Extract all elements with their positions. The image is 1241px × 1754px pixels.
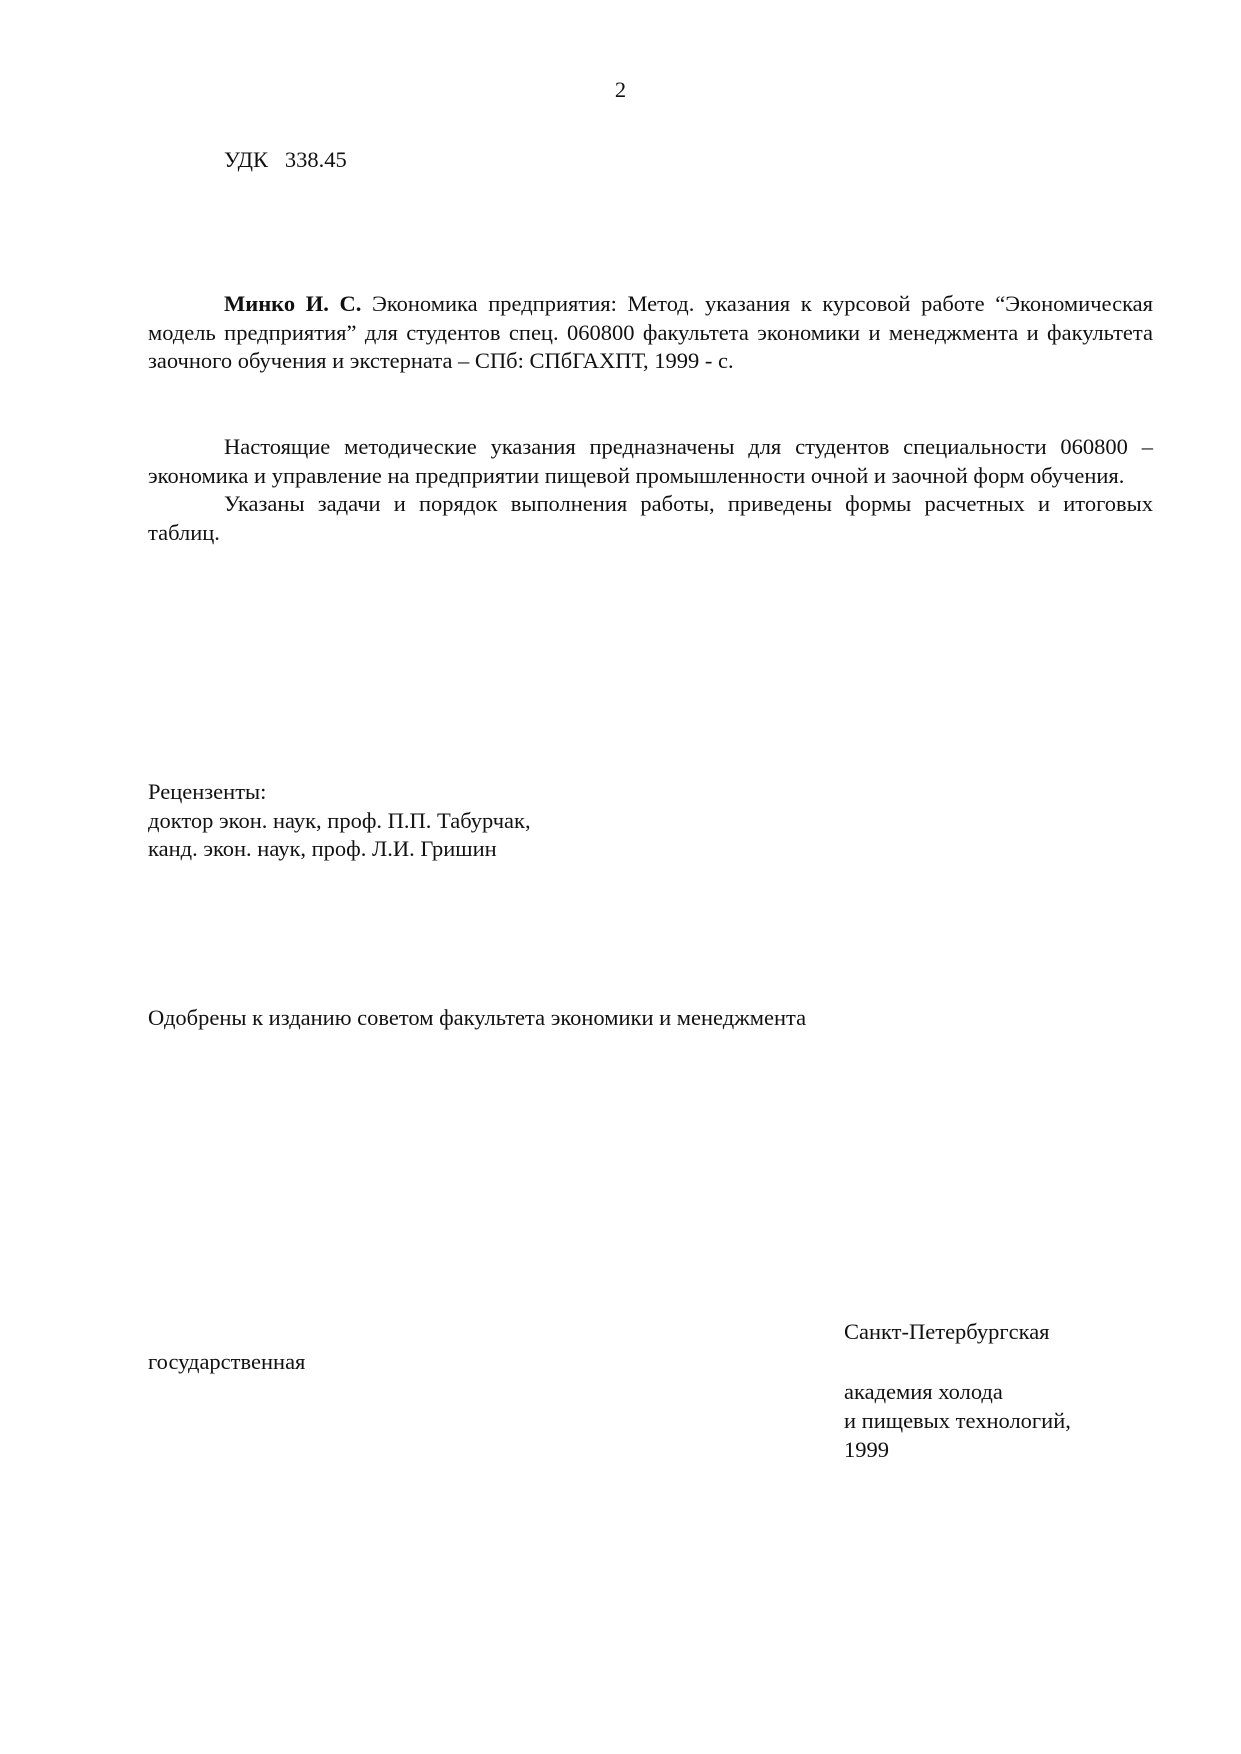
bibliographic-text: Экономика предприятия: Метод. указания к курсовой работе “Экономическая модель предприятия” для студентов спец. 060800 факультета экономики и менеджмента и факультета заочного обучения и экстерната – СПб: СПбГАХПТ, 1999 - с. xyxy=(148,291,1153,373)
annotation-paragraph: Настоящие методические указания предназначены для студентов специальности 060800 – экономика и управление на предприятии пищевой промышленности очной и заочной форм обучения. xyxy=(148,434,1153,488)
annotation xyxy=(148,433,1153,547)
reviewer-item: доктор экон. наук, проф. П.П. Табурчак, xyxy=(148,807,531,833)
reviewers-heading: Рецензенты: xyxy=(148,779,267,804)
publisher-year: 1999 xyxy=(844,1437,889,1462)
publisher-line: академия холода xyxy=(844,1379,1003,1404)
reviewer-item: канд. экон. наук, проф. Л.И. Гришин xyxy=(148,836,497,861)
reviewers-block xyxy=(148,778,531,864)
bibliographic-paragraph xyxy=(148,290,1153,376)
udk-code: УДК 338.45 xyxy=(224,147,347,172)
approval-note: Одобрены к изданию советом факультета экономики и менеджмента xyxy=(148,1005,807,1030)
author-name: Минко И. С. xyxy=(224,291,362,316)
publisher-line: государственная xyxy=(148,1349,306,1374)
bibliographic-description xyxy=(148,290,1153,376)
publisher-line: Санкт-Петербургская xyxy=(844,1319,1050,1344)
page-number: 2 xyxy=(614,77,627,102)
publisher-line: и пищевых технологий, xyxy=(844,1408,1071,1433)
annotation-paragraph: Указаны задачи и порядок выполнения работы, приведены формы расчетных и итоговых таблиц. xyxy=(148,491,1153,545)
